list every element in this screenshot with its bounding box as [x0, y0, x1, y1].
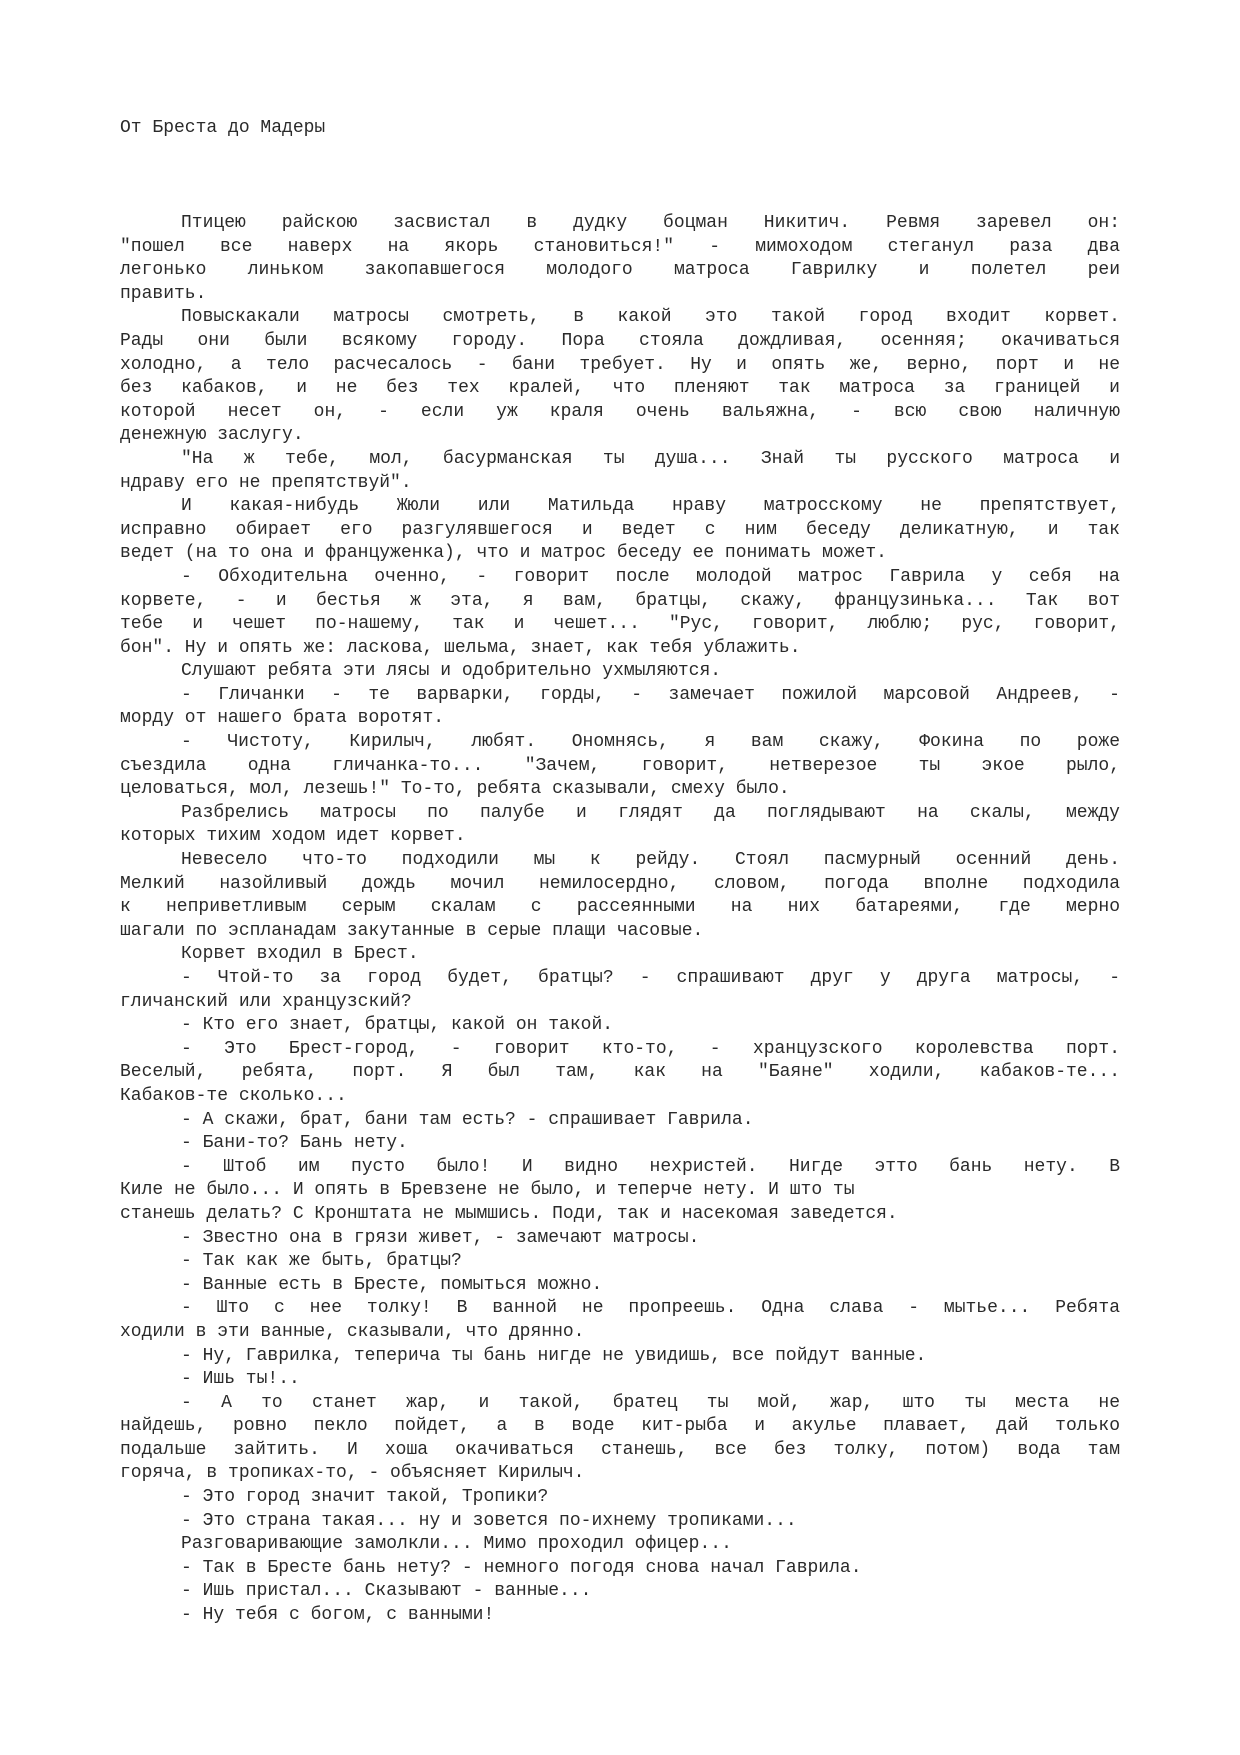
text-line: - Это страна такая... ну и зовется по-ихнему тропиками...: [181, 1510, 797, 1531]
text-line: И какая-нибудь Жюли или Матильда нраву матросскому не препятствует,: [181, 496, 1120, 517]
text-line: - Звестно она в грязи живет, - замечают матросы.: [181, 1227, 700, 1248]
text-line: - Так в Бресте бань нету? - немного погодя снова начал Гаврила.: [181, 1557, 862, 1578]
text-line: найдешь, ровно пекло пойдет, а в воде кит-рыба и акулье плавает, дай только: [120, 1416, 1120, 1437]
text-line: править.: [120, 283, 207, 304]
text-line: Мелкий назойливый дождь мочил немилосердно, словом, погода вполне подходила: [120, 873, 1120, 894]
text-line: без кабаков, и не без тех кралей, что пленяют так матроса за границей и: [120, 378, 1120, 399]
text-line: - Ванные есть в Бресте, помыться можно.: [181, 1274, 603, 1295]
text-line: - Бани-то? Бань нету.: [181, 1133, 408, 1154]
text-line: съездила одна гличанка-то... "Зачем, говорит, нетверезое ты экое рыло,: [120, 755, 1120, 776]
text-line: корвете, - и бестья ж эта, я вам, братцы, скажу, французинька... Так вот: [120, 590, 1120, 611]
text-line: - Чистоту, Кирилыч, любят. Ономнясь, я вам скажу, Фокина по роже: [181, 732, 1120, 753]
text-line: легонько линьком закопавшегося молодого матроса Гаврилку и полетел реи: [120, 260, 1120, 281]
text-line: - Обходительна оченно, - говорит после молодой матрос Гаврила у себя на: [181, 566, 1120, 587]
text-line: Киле не было... И опять в Бревзене не было, и теперче нету. И што ты: [120, 1180, 855, 1201]
text-line: бон". Ну и опять же: ласкова, шельма, знает, как тебя ублажить.: [120, 637, 801, 658]
text-line: Разбрелись матросы по палубе и глядят да поглядывают на скалы, между: [181, 802, 1120, 823]
text-line: Рады они были всякому городу. Пора стояла дождливая, осенняя; окачиваться: [120, 330, 1120, 351]
text-line: станешь делать? С Кронштата не мымшись. Поди, так и насекомая заведется.: [120, 1203, 898, 1224]
text-line: целоваться, мол, лезешь!" То-то, ребята сказывали, смеху было.: [120, 779, 790, 800]
text-line: Птицею райскою засвистал в дудку боцман Никитич. Ревмя заревел он:: [181, 213, 1120, 233]
text-line: морду от нашего брата воротят.: [120, 708, 445, 729]
text-line: которых тихим ходом идет корвет.: [120, 826, 466, 847]
text-line: исправно обирает его разгулявшегося и ведет с ним беседу деликатную, и так: [120, 519, 1120, 540]
text-line: - Чтой-то за город будет, братцы? - спрашивают друг у друга матросы, -: [181, 968, 1120, 988]
text-line: гличанский или хранцузский?: [120, 991, 412, 1012]
text-line: Кабаков-те сколько...: [120, 1085, 347, 1106]
text-line: ходили в эти ванные, сказывали, что дрянно.: [120, 1321, 585, 1342]
text-line: Веселый, ребята, порт. Я был там, как на "Баяне" ходили, кабаков-те...: [120, 1062, 1120, 1083]
text-line: - А скажи, брат, бани там есть? - спрашивает Гаврила.: [181, 1109, 754, 1130]
text-line: тебе и чешет по-нашему, так и чешет... "Рус, говорит, люблю; рус, говорит,: [120, 614, 1120, 635]
text-line: ведет (на то она и француженка), что и матрос беседу ее понимать может.: [120, 543, 887, 564]
text-line: "На ж тебе, мол, басурманская ты душа... Знай ты русского матроса и: [181, 448, 1120, 469]
text-line: - Ну тебя с богом, с ванными!: [181, 1605, 495, 1626]
text-line: - Это Брест-город, - говорит кто-то, - хранцузского королевства порт.: [181, 1038, 1120, 1059]
text-line: - Это город значит такой, Тропики?: [181, 1487, 549, 1508]
text-line: горяча, в тропиках-то, - объясняет Кирилыч.: [120, 1463, 585, 1484]
text-line: которой несет он, - если уж краля очень вальяжна, - всю свою наличную: [120, 401, 1120, 422]
document-body: [120, 212, 1120, 1628]
text-line: - Кто его знает, братцы, какой он такой.: [181, 1015, 614, 1036]
text-line: Разговаривающие замолкли... Мимо проходил офицер...: [181, 1534, 732, 1555]
text-line: - Штоб им пусто было! И видно нехристей. Нигде этто бань нету. В: [181, 1156, 1120, 1177]
text-line: - Так как же быть, братцы?: [181, 1251, 462, 1272]
text-line: - Гличанки - те варварки, горды, - замечает пожилой марсовой Андреев, -: [181, 684, 1120, 705]
text-line: - А то станет жар, и такой, братец ты мой, жар, што ты места не: [181, 1392, 1120, 1413]
text-line: - Ишь ты!..: [181, 1369, 300, 1390]
text-line: шагали по эспланадам закутанные в серые плащи часовые.: [120, 920, 704, 941]
text-line: подальше зайтить. И хоша окачиваться станешь, все без толку, потом) вода там: [120, 1439, 1120, 1460]
text-line: Невесело что-то подходили мы к рейду. Стоял пасмурный осенний день.: [181, 850, 1120, 871]
text-line: - Ишь пристал... Сказывают - ванные...: [181, 1581, 592, 1602]
text-line: - Ну, Гаврилка, теперича ты бань нигде не увидишь, все пойдут ванные.: [181, 1345, 927, 1366]
text-line: холодно, а тело расчесалось - бани требует. Ну и опять же, верно, порт и не: [120, 354, 1120, 375]
text-line: Повыскакали матросы смотреть, в какой это такой город входит корвет.: [181, 307, 1120, 328]
document-title: От Бреста до Мадеры: [120, 118, 326, 138]
text-line: - Што с нее толку! В ванной не пропреешь. Одна слава - мытье... Ребята: [181, 1298, 1120, 1319]
text-line: "пошел все наверх на якорь становиться!" - мимоходом стеганул раза два: [120, 236, 1120, 257]
text-line: ндраву его не препятствуй".: [120, 472, 412, 493]
text-line: денежную заслугу.: [120, 425, 304, 446]
text-line: Корвет входил в Брест.: [181, 944, 419, 965]
text-line: к неприветливым серым скалам с рассеянными на них батареями, где мерно: [120, 897, 1120, 918]
text-line: Слушают ребята эти лясы и одобрительно ухмыляются.: [181, 661, 722, 682]
